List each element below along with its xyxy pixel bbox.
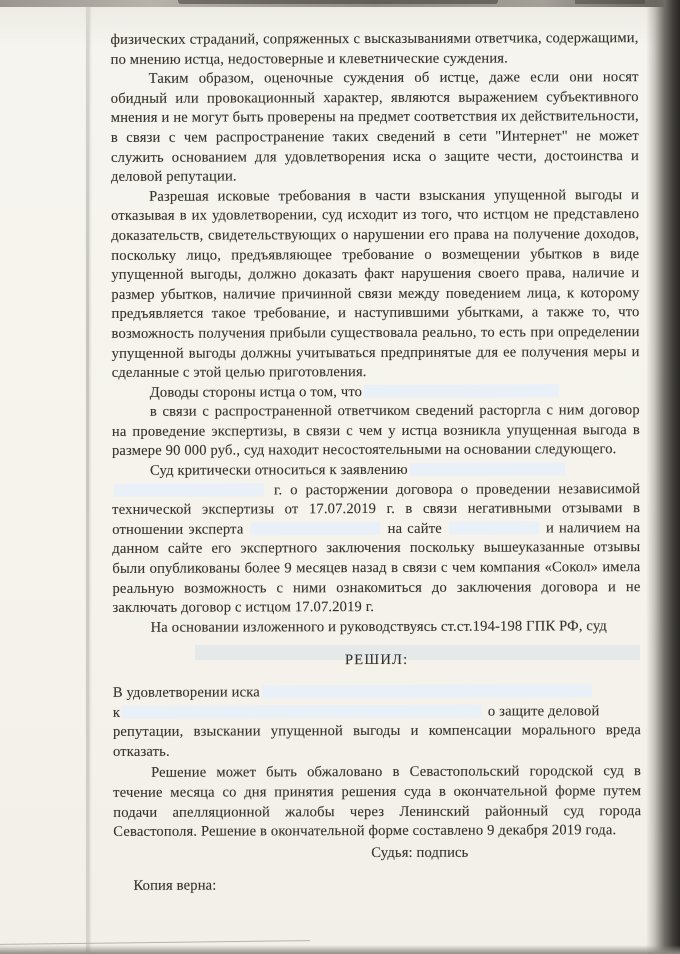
- redaction-box: [122, 704, 482, 718]
- p-court-critical: Суд критически относиться к заявлению: [112, 460, 640, 481]
- scan-smudge: [575, 0, 645, 4]
- redaction-box: [410, 462, 565, 476]
- p-evaluative-judgments: Таким образом, оценочные суждения об истце, даже если они носят обидный или провокационный характер, являются выражением субъективного мнения и не могут быть проверены на предмет соответствия их действительности, в связи с чем распространение таких сведений в сети "Интернет" не может служить основанием для удовлетворения иска о защите чести, достоинства и деловой репутации.: [110, 69, 639, 186]
- p-lost-profit: Разрешая исковые требования в части взыскания упущенной выгоды и отказывая в их удовлетворении, суд исходит из того, что истцом не представлено доказательств, свидетельствующих о нарушении его права на получение доходов, поскольку лицо, предъявляющее требование о возмещении убытков в виде упущенной выгоды, должно доказать факт нарушения своего права, наличие и размер убытков, наличие причинной связи между поведением лица, к которому предъявляется такое требование, и наступившими убытками, а также то, что возможность получения прибыли существовала реально, то есть при определении упущенной выгоды должны учитываться предпринятые для ее получения меры и сделанные с этой целью приготовления.: [111, 186, 640, 382]
- scan-fold-line: [86, 0, 89, 954]
- scan-edge-bottom: [0, 945, 680, 954]
- scan-edge-right: [646, 0, 680, 954]
- decision-heading: РЕШИЛ:: [344, 652, 409, 669]
- redaction-box: [262, 684, 592, 698]
- redaction-box: [449, 521, 539, 534]
- p-decision: В удовлетворении иска к о защите деловой репутации, взыскании упущенной выгоды и компенсации морального вреда отказать.: [112, 684, 641, 760]
- judge-line: Судья: подпись: [371, 844, 469, 861]
- document-body: [110, 29, 641, 897]
- p-intro-continuation: физических страданий, сопряженных с высказываниями ответчика, содержащими, по мнению истца, недостоверные и клеветнические суждения.: [110, 30, 639, 68]
- redaction-box: [251, 522, 381, 535]
- p-legal-basis: На основании изложенного и руководствуясь ст.ст.194-198 ГПК РФ, суд: [150, 618, 607, 636]
- redaction-box: [114, 483, 264, 497]
- p-expert-reviews: г. о расторжении договора о проведении независимой технической экспертизы от 17.07.2019 г. в связи негативными отзывами в отношении эксперта на сайте и наличием на данном сайте его экспертного заключения поскольку вышеуказанные отзывы были опубликованы более 9 месяцев назад в связи с чем компания «Сокол» имела реальную возможность с ними ознакомиться до заключения договора и не заключать договор с истцом 17.07.2019 г.: [112, 480, 641, 617]
- p-contract-termination: в связи с распространенной ответчиком сведений расторгла с ним договор на проведение экспертизы, в связи с чем у истца возникла упущенная выгода в размере 90 000 руб., суд находит несостоятельными на основании следующего.: [111, 402, 640, 460]
- redaction-box: [364, 384, 559, 398]
- scan-smudge: [178, 0, 498, 4]
- p-plaintiff-arguments: Доводы стороны истца о том, что: [112, 382, 640, 403]
- copy-line: Копия верна:: [133, 877, 217, 895]
- p-appeal: Решение может быть обжаловано в Севастопольский городской суд в течение месяца со дня принятия решения суда в окончательной форме путем подачи апелляционной жалобы через Ленинский районный суд города Севастополя. Решение в окончательной форме составлено 9 декабря 2019 года.: [113, 763, 642, 841]
